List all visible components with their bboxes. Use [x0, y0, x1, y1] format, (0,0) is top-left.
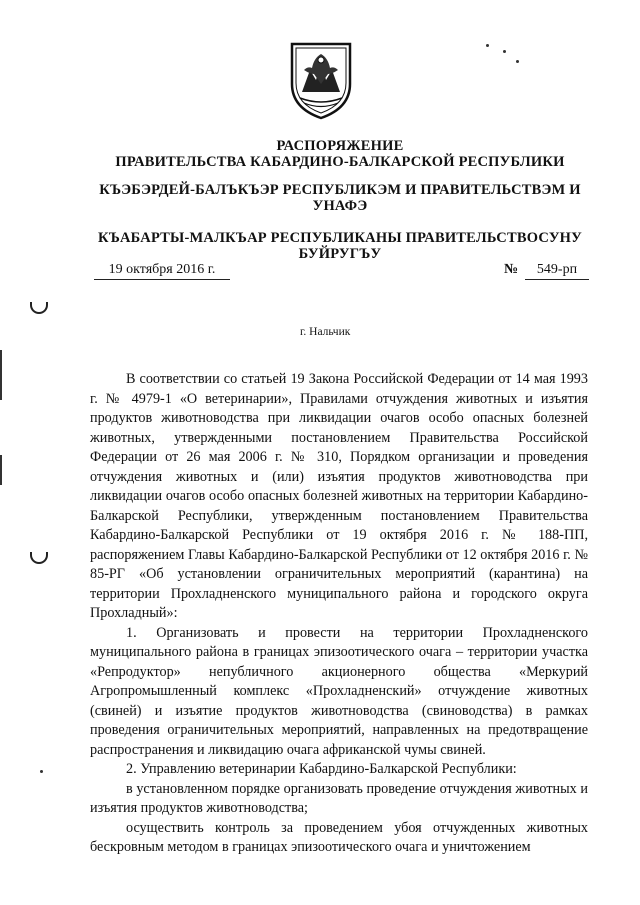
place-of-issue: г. Нальчик: [300, 326, 351, 338]
paragraph-item-2-subitem-2: осуществить контроль за проведением убоя отчужденных животных бескровным методом в границах эпизоотического очага и уничтожением: [90, 819, 588, 855]
issuer-heading-kabardian: КЪЭБЭРДЕЙ-БАЛЪКЪЭР РЕСПУБЛИКЭМ И ПРАВИТЕЛЬСТВЭМ И: [99, 182, 581, 198]
scan-edge-mark: [0, 350, 2, 400]
document-type-heading: РАСПОРЯЖЕНИЕ: [276, 138, 404, 154]
scan-speck: [516, 60, 519, 63]
document-date: 19 октября 2016 г.: [94, 261, 230, 280]
document-type-balkar: БУЙРУГЪУ: [298, 246, 382, 262]
scan-speck: [486, 44, 489, 47]
punch-hole-mark-top: [30, 302, 48, 314]
scan-speck: [503, 50, 506, 53]
scan-edge-mark: [0, 455, 2, 485]
document-type-kabardian: УНАФЭ: [312, 198, 368, 214]
preamble-paragraph: В соответствии со статьей 19 Закона Российской Федерации от 14 мая 1993 г. № 4979-1 «О ветеринарии», Правилами отчуждения животных и изъятия продуктов животноводства при ликвидации очагов особо опасных болезней животных, утвержденными постановлением Правительства Российской Федерации от 26 мая 2006 г. № 310, Порядком организации и проведения отчуждения животных и (или) изъятия продуктов животноводства при ликвидации очагов особо опасных болезней животных на территории Кабардино-Балкарской Республики, утвержденным постановлением Правительства Кабардино-Балкарской Республики от 19 октября 2016 г. № 188-ПП, распоряжением Главы Кабардино-Балкарской Республики от 12 октября 2016 г. № 85-РГ «Об установлении ограничительных мероприятий (карантина) на территории Прохладненского муниципального района и городского округа Прохладный»:: [90, 371, 588, 621]
coat-of-arms-emblem: [288, 40, 354, 120]
document-body: [90, 370, 588, 858]
scan-speck: [40, 770, 43, 773]
number-label: №: [504, 262, 519, 277]
document-number: 549-рп: [525, 261, 589, 280]
issuer-heading-balkar: КЪАБАРТЫ-МАЛКЪАР РЕСПУБЛИКАНЫ ПРАВИТЕЛЬСТВОСУНУ: [98, 230, 582, 246]
issuer-heading-russian: ПРАВИТЕЛЬСТВА КАБАРДИНО-БАЛКАРСКОЙ РЕСПУБЛИКИ: [115, 154, 565, 170]
paragraph-item-2-subitem-1: в установленном порядке организовать проведение отчуждения животных и изъятия продуктов животноводства;: [90, 780, 588, 816]
paragraph-item-1: 1. Организовать и провести на территории Прохладненского муниципального района в границах эпизоотического очага – территории участка «Репродуктор» непубличного акционерного общества «Меркурий Агропромышленный комплекс «Прохладненский» отчуждение животных (свиней) и изъятие продуктов животноводства (свиноводства) в рамках проведения ограничительных мероприятий, направленных на предотвращение распространения и ликвидацию очага африканской чумы свиней.: [90, 624, 588, 758]
punch-hole-mark-bottom: [30, 552, 48, 564]
paragraph-item-2: 2. Управлению ветеринарии Кабардино-Балкарской Республики:: [126, 761, 517, 777]
